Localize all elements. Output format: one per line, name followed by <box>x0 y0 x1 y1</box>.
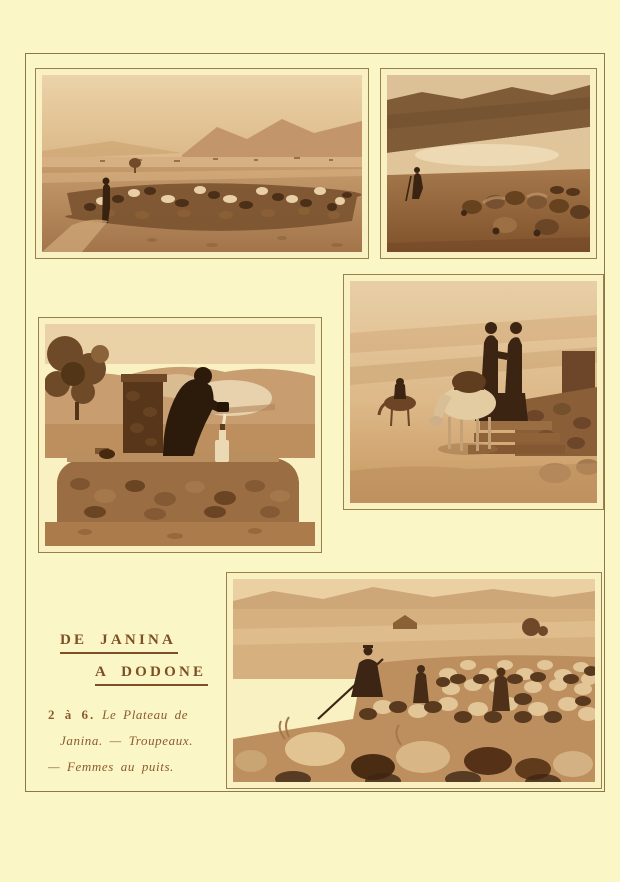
caption-line-1-text: Le Plateau de <box>102 707 189 722</box>
photo-1-image <box>42 75 362 252</box>
bowl <box>99 449 115 459</box>
caption-block <box>48 632 243 780</box>
photo-4 <box>343 274 604 510</box>
bush <box>522 618 540 636</box>
title-text-1: DE JANINA <box>60 633 178 654</box>
title-text-2: A DODONE <box>95 665 208 686</box>
photo-2 <box>380 68 597 259</box>
photo-4-image <box>350 281 597 503</box>
photo-3 <box>38 317 322 553</box>
photo-1 <box>35 68 369 259</box>
lone-tree <box>129 158 141 168</box>
caption-number: 2 à 6. <box>48 707 96 722</box>
caption-line-3: — Femmes au puits. <box>48 759 174 774</box>
photo-3-image <box>45 324 315 546</box>
well-head <box>121 374 167 457</box>
title-line-2 <box>95 664 243 686</box>
stone-platform <box>57 448 299 522</box>
title-line-1 <box>60 632 243 654</box>
caption <box>48 702 243 780</box>
caption-line-2: Janina. — Troupeaux. <box>60 733 194 748</box>
photo-5-image <box>233 579 595 782</box>
photo-2-image <box>387 75 590 252</box>
photo-5 <box>226 572 602 789</box>
caption-line-1 <box>48 702 243 728</box>
